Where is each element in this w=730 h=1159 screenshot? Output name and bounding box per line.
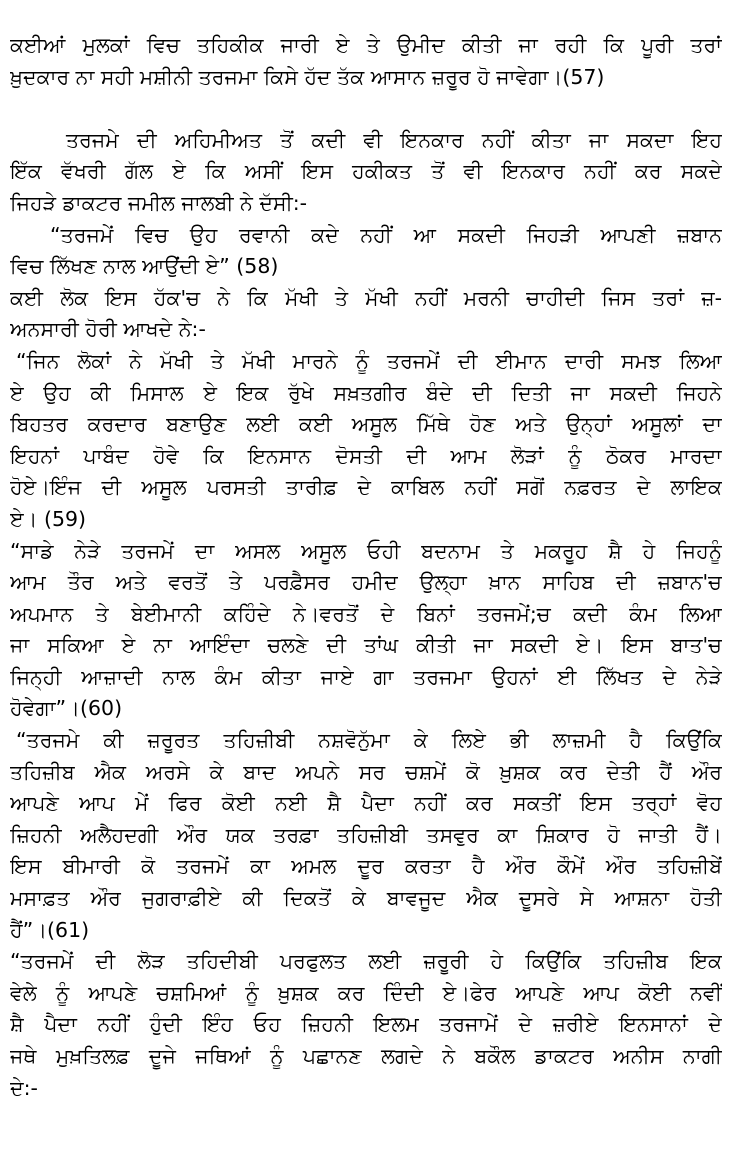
text-line: ਵਿਚ ਲਿੱਖਣ ਨਾਲ ਆਉਂਦੀ ਏ” (58) <box>10 254 279 279</box>
text-line: ਖ਼ੁਦਕਾਰ ਨਾ ਸਹੀ ਮਸ਼ੀਨੀ ਤਰਜਮਾ ਕਿਸੇ ਹੱਦ ਤੱਕ ਆਸਾਨ ਜ਼ਰੂਰ ਹੋ ਜਾਵੇਗਾ।(57) <box>10 64 605 89</box>
text-line: ਕਈਆਂ ਮੁਲਕਾਂ ਵਿਚ ਤਹਿਕੀਕ ਜਾਰੀ ਏ ਤੇ ਉਮੀਦ ਕੀਤੀ ਜਾ ਰਹੀ ਕਿ ਪੂਰੀ ਤਰਾਂ <box>10 33 722 57</box>
text-line: “ਤਰਜਮੇਂ ਦੀ ਲੋੜ ਤਹਿਦੀਬੀ ਪਰਫੁਲਤ ਲਈ ਜ਼ਰੂਰੀ ਹੇ ਕਿਉਂਕਿ ਤਹਿਜ਼ੀਬ ਇਕ <box>10 949 722 974</box>
text-line: ਆਪਣੇ ਆਪ ਮੇਂ ਫਿਰ ਕੋਈ ਨਈ ਸ਼ੈ ਪੈਦਾ ਨਹੀਂ ਕਰ ਸਕਤੀਂ ਇਸ ਤਰ੍ਹਾਂ ਵੋਹ <box>10 791 722 816</box>
blank-line <box>10 93 722 125</box>
text-line: ਹੋਏ।ਇੰਜ ਦੀ ਅਸੂਲ ਪਰਸਤੀ ਤਾਰੀਫ਼ ਦੇ ਕਾਬਿਲ ਨਹੀਂ ਸਗੋਂ ਨਫ਼ਰਤ ਦੇ ਲਾਇਕ <box>10 475 722 500</box>
text-line: ਅਨਸਾਰੀ ਹੋਰੀ ਆਖਦੇ ਨੇ:- <box>10 317 206 342</box>
text-line: ਦੇ:- <box>10 1075 38 1100</box>
text-line: ਏ। (59) <box>10 506 87 531</box>
text-line: ਹੈਂ”।(61) <box>10 917 90 942</box>
text-line: ਆਮ ਤੌਰ ਅਤੇ ਵਰਤੋਂ ਤੇ ਪਰਫ਼ੈਸਰ ਹਮੀਦ ਉਲ੍ਹਾ ਖ਼ਾਨ ਸਾਹਿਬ ਦੀ ਜ਼ਬਾਨ'ਚ <box>10 570 722 595</box>
text-line: “ਤਰਜਮੇ ਕੀ ਜ਼ਰੂਰਤ ਤਹਿਜ਼ੀਬੀ ਨਸ਼ਵੋਨੁੱਮਾ ਕੇ ਲਿਏ ਭੀ ਲਾਜ਼ਮੀ ਹੈ ਕਿਉਂਕਿ <box>16 728 722 753</box>
text-line: ਜਿਨ੍ਹੀ ਆਜ਼ਾਦੀ ਨਾਲ ਕੰਮ ਕੀਤਾ ਜਾਏ ਗਾ ਤਰਜਮਾ ਉਹਨਾਂ ਈ ਲਿੱਖਤ ਦੇ ਨੇੜੇ <box>10 664 722 689</box>
text-line: ਇਸ ਬੀਮਾਰੀ ਕੋ ਤਰਜਮੇਂ ਕਾ ਅਮਲ ਦੂਰ ਕਰਤਾ ਹੈ ਔਰ ਕੌਮੇਂ ਔਰ ਤਹਿਜ਼ੀਬੇਂ <box>10 854 722 879</box>
text-line: ਜਿਹੜੇ ਡਾਕਟਰ ਜਮੀਲ ਜਾਲਬੀ ਨੇ ਦੱਸੀ:- <box>10 190 308 215</box>
text-line: ਇਹਨਾਂ ਪਾਬੰਦ ਹੋਵੇ ਕਿ ਇਨਸਾਨ ਦੋਸਤੀ ਦੀ ਆਮ ਲੋੜਾਂ ਨੂੰ ਠੋਕਰ ਮਾਰਦਾ <box>10 443 722 468</box>
text-line: ਇੱਕ ਵੱਖਰੀ ਗੱਲ ਏ ਕਿ ਅਸੀਂ ਇਸ ਹਕੀਕਤ ਤੋਂ ਵੀ ਇਨਕਾਰ ਨਹੀਂ ਕਰ ਸਕਦੇ <box>10 159 722 184</box>
text-line: ਬਿਹਤਰ ਕਰਦਾਰ ਬਣਾਉਣ ਲਈ ਕਈ ਅਸੂਲ ਮਿੱਥੇ ਹੋਣ ਅਤੇ ਉਨ੍ਹਾਂ ਅਸੂਲਾਂ ਦਾ <box>10 412 722 437</box>
text-line: ਕਈ ਲੋਕ ਇਸ ਹੱਕ'ਚ ਨੇ ਕਿ ਮੱਖੀ ਤੇ ਮੱਖੀ ਨਹੀਂ ਮਰਨੀ ਚਾਹੀਦੀ ਜਿਸ ਤਰਾਂ ਜ਼- <box>10 285 722 310</box>
text-line: ਏ ਉਹ ਕੀ ਮਿਸਾਲ ਏ ਇਕ ਰੁੱਖੇ ਸਖ਼ਤਗੀਰ ਬੰਦੇ ਦੀ ਦਿਤੀ ਜਾ ਸਕਦੀ ਜਿਹਨੇ <box>10 380 722 405</box>
text-line: ਤਹਿਜ਼ੀਬ ਐਕ ਅਰਸੇ ਕੇ ਬਾਦ ਅਪਨੇ ਸਰ ਚਸ਼ਮੇਂ ਕੋ ਖ਼ੁਸ਼ਕ ਕਰ ਦੇਤੀ ਹੈਂ ਔਰ <box>10 759 722 784</box>
text-line: ਮਸਾਫ਼ਤ ਔਰ ਜੁਗਰਾਫ਼ੀਏ ਕੀ ਦਿਕਤੋਂ ਕੇ ਬਾਵਜੂਦ ਐਕ ਦੂਸਰੇ ਸੇ ਆਸ਼ਨਾ ਹੋਤੀ <box>10 886 722 911</box>
text-line: “ਤਰਜਮੇਂ ਵਿਚ ਉਹ ਰਵਾਨੀ ਕਦੇ ਨਹੀਂ ਆ ਸਕਦੀ ਜਿਹੜੀ ਆਪਣੀ ਜ਼ਬਾਨ <box>50 222 722 247</box>
text-line: ਸ਼ੈ ਪੈਦਾ ਨਹੀਂ ਹੁੰਦੀ ਇੰਹ ਓਹ ਜ਼ਿਹਨੀ ਇਲਮ ਤਰਜਾਮੇਂ ਦੇ ਜ਼ਰੀਏ ਇਨਸਾਨਾਂ ਦੇ <box>10 1012 722 1037</box>
text-line: ਵੇਲੇ ਨੂੰ ਆਪਣੇ ਚਸ਼ਮਿਆਂ ਨੂੰ ਖ਼ੁਸ਼ਕ ਕਰ ਦਿੰਦੀ ਏ।ਫੇਰ ਆਪਣੇ ਆਪ ਕੋਈ ਨਵੀਂ <box>10 980 722 1005</box>
text-line: “ਸਾਡੇ ਨੇੜੇ ਤਰਜਮੇਂ ਦਾ ਅਸਲ ਅਸੂਲ ਓਹੀ ਬਦਨਾਮ ਤੇ ਮਕਰੂਹ ਸ਼ੈ ਹੇ ਜਿਹਨੂੰ <box>10 538 722 563</box>
text-line: ਹੋਵੇਗਾ”।(60) <box>10 696 123 721</box>
text-line: ਜਾ ਸਕਿਆ ਏ ਨਾ ਆਇੰਦਾ ਚਲਣੇ ਦੀ ਤਾਂਘ ਕੀਤੀ ਜਾ ਸਕਦੀ ਏ। ਇਸ ਬਾਤ'ਚ <box>10 633 722 658</box>
document-page <box>10 30 722 1104</box>
text-line: ਜਥੇ ਮੁਖ਼ਤਿਲਫ਼ ਦੂਜੇ ਜਥਿਆਂ ਨੂੰ ਪਛਾਨਣ ਲਗਦੇ ਨੇ ਬਕੌਲ ਡਾਕਟਰ ਅਨੀਸ ਨਾਗੀ <box>10 1044 722 1068</box>
text-line: ਜ਼ਿਹਨੀ ਅਲੈਹਦਗੀ ਔਰ ਯਕ ਤਰਫ਼ਾ ਤਹਿਜ਼ੀਬੀ ਤਸਵੁਰ ਕਾ ਸ਼ਿਕਾਰ ਹੋ ਜਾਤੀ ਹੈਂ। <box>10 822 722 847</box>
text-line: ਤਰਜਮੇ ਦੀ ਅਹਿਮੀਅਤ ਤੋਂ ਕਦੀ ਵੀ ਇਨਕਾਰ ਨਹੀਂ ਕੀਤਾ ਜਾ ਸਕਦਾ ਇਹ <box>66 127 722 152</box>
text-line: “ਜਿਨ ਲੋਕਾਂ ਨੇ ਮੱਖੀ ਤੇ ਮੱਖੀ ਮਾਰਨੇ ਨੂੰ ਤਰਜਮੇਂ ਦੀ ਈਮਾਨ ਦਾਰੀ ਸਮਝ ਲਿਆ <box>16 348 722 373</box>
text-line: ਅਪਮਾਨ ਤੇ ਬੇਈਮਾਨੀ ਕਹਿੰਦੇ ਨੇ।ਵਰਤੋਂ ਦੇ ਬਿਨਾਂ ਤਰਜਮੇਂ;ਚ ਕਦੀ ਕੰਮ ਲਿਆ <box>10 601 722 626</box>
